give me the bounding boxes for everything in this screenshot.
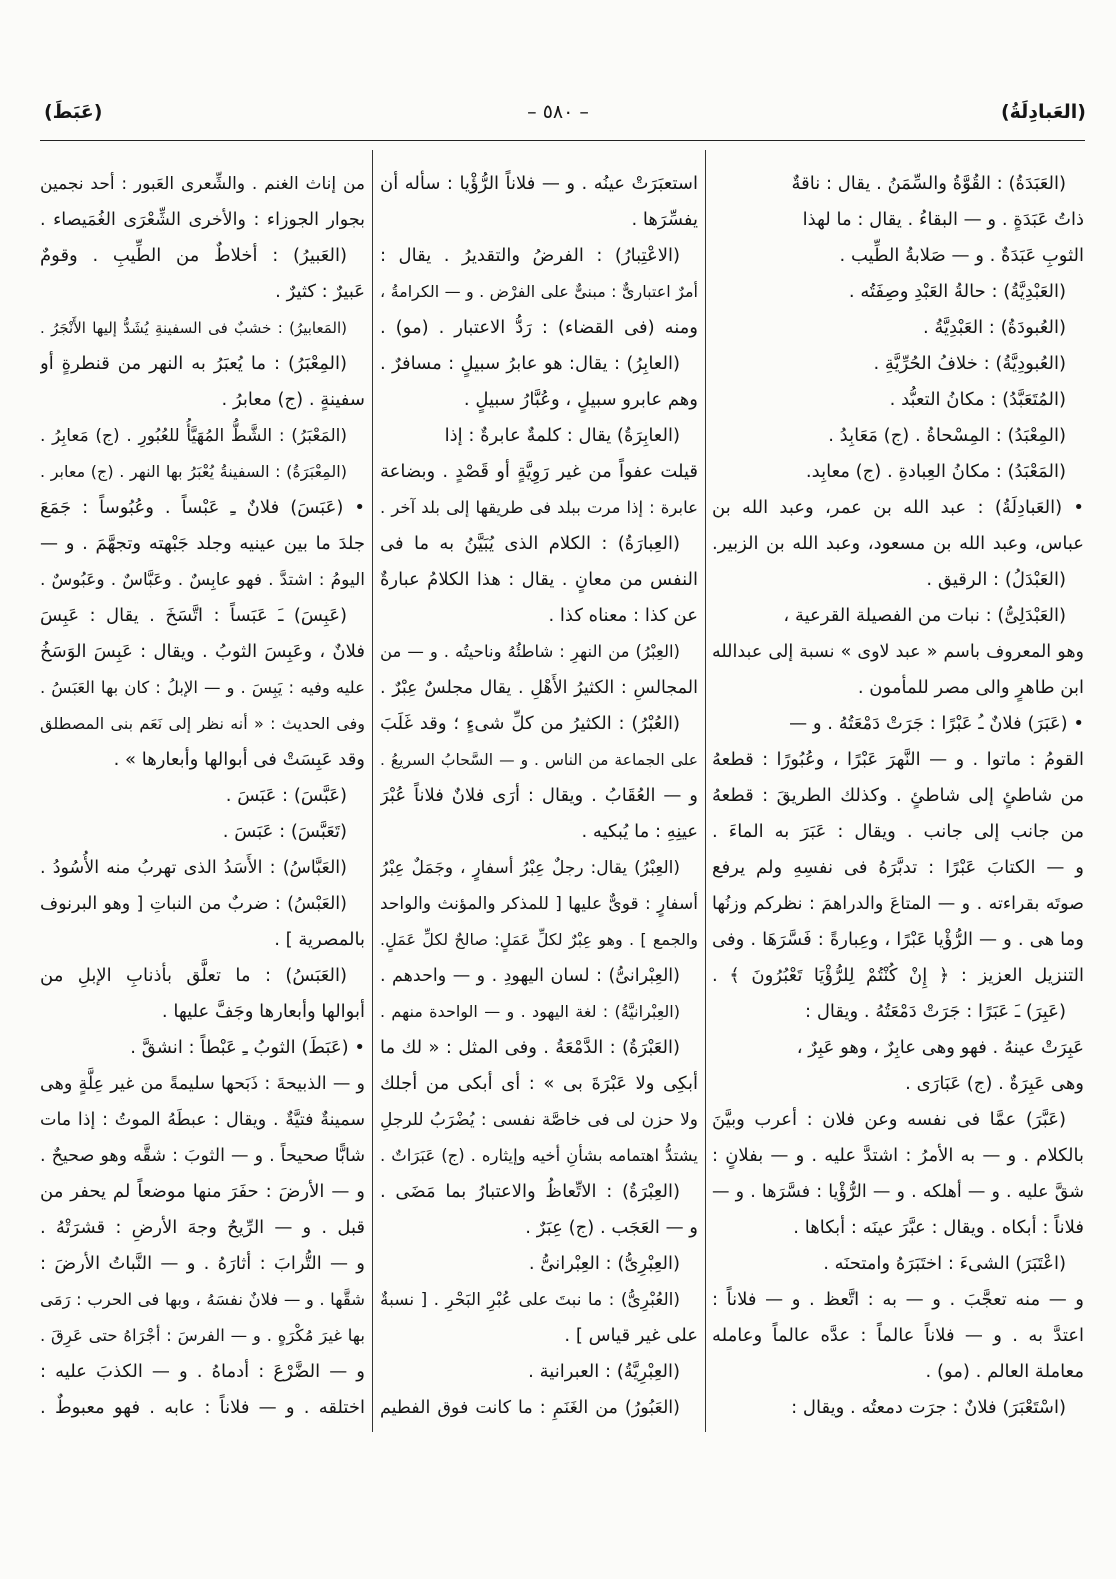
line-text: اعتدَّ به . و — فلاناً عالماً : عدَّه عالماً وعامله	[712, 1325, 1084, 1346]
line-text: شقَّ عليه . و — أهلكه . و — الرُّؤْيا : فسَّرَها . و —	[712, 1182, 1084, 1202]
dictionary-line	[380, 706, 698, 742]
dictionary-line	[40, 1210, 365, 1246]
dictionary-line	[40, 1246, 365, 1282]
dictionary-line	[712, 1318, 1084, 1354]
running-head-last-entry: (عَبَطَ)	[44, 101, 103, 123]
line-text: وفى الحديث : « أنه نظر إلى نَعَم بنى المصطلق	[40, 714, 365, 733]
line-text: شابًّا صحيحاً . و — الثوبَ : شقَّه وهو صحيحٌ .	[40, 1146, 365, 1166]
column-left	[40, 166, 365, 1426]
dictionary-line	[380, 922, 698, 958]
line-text: و — منه تعجَّبَ . و — به : اتَّعظ . و — فلاناً :	[712, 1289, 1084, 1310]
dictionary-line	[380, 1354, 698, 1390]
running-head-first-entry: (العَبادِلَةُ)	[1000, 101, 1086, 123]
line-text: وقد عَبِسَتْ فى أبوالها وأبعارها » .	[113, 749, 365, 770]
line-text: (العُبودَةُ) : العَبْدِيَّةُ .	[922, 317, 1066, 338]
line-text: جلدَ ما بين عينيه وجلد جَبْهته وتجهَّمَ . و —	[40, 533, 365, 554]
dictionary-line	[40, 202, 365, 238]
line-text: (المِعْبَرُ) : ما يُعبَرُ به النهر من قنطرةٍ أو	[40, 353, 347, 374]
line-text: التنزيل العزيز : ﴿ إِنْ كُنْتُمْ لِلرُّؤْيَا تَعْبُرُونَ ﴾ .	[712, 965, 1084, 986]
dictionary-line	[380, 994, 698, 1030]
dictionary-line	[712, 814, 1084, 850]
line-text: (العَبُورُ) من الغَنَمِ : ما كانت فوق الفطيم	[380, 1398, 680, 1418]
dictionary-line	[712, 526, 1084, 562]
line-text: فلاناً : أبكاه . ويقال : عبَّرَ عينَه : أبكاها .	[793, 1217, 1084, 1238]
dictionary-line	[380, 670, 698, 706]
line-text: أمرٌ اعتبارىٌّ : مبنىٌّ على الفرْض . و — الكرامةُ ،	[380, 282, 698, 301]
line-text: عباس، وعبد الله بن مسعود، وعبد الله بن الزبير.	[712, 533, 1084, 554]
line-text: بجوار الجوزاء : والأخرى الشِّعْرَى الغُمَيصاء .	[40, 210, 365, 230]
line-text: (المُتَعَبَّدُ) : مكانُ التعبُّد .	[889, 389, 1066, 410]
dictionary-line	[380, 382, 698, 418]
dictionary-line	[40, 562, 365, 598]
line-text: النفس من معانٍ . يقال : هذا الكلامُ عبارةٌ	[380, 569, 698, 590]
dictionary-line	[40, 526, 365, 562]
dictionary-line	[40, 1138, 365, 1174]
line-text: والجمع ] . وهو عِبْرٌ لكلِّ عَمَلٍ: صالحٌ لكلِّ عَمَلٍ.	[380, 930, 698, 949]
dictionary-line	[712, 1246, 1084, 1282]
dictionary-line	[380, 454, 698, 490]
line-text: يشتدُّ اهتمامه بشأنِ أخيه وإيثاره . (ج) عَبَرَاتٌ .	[380, 1146, 698, 1165]
line-text: عينِهِ : ما يُبكيه .	[581, 821, 698, 842]
dictionary-line	[712, 202, 1084, 238]
line-text: (العُبودِيَّةُ) : خلافُ الحُرِّيَّةِ .	[873, 353, 1066, 374]
line-text: (اعْتَبَرَ) الشىءَ : اختَبَرَهُ وامتحنَه .	[823, 1253, 1066, 1274]
line-text: و — التُّرابَ : أثارَهُ . و — النَّباتُ الأرضَ :	[40, 1253, 365, 1274]
line-text: (العَبَدَةُ) : القُوَّةُ والسِّمَنُ . يقال : ناقةٌ	[791, 173, 1066, 194]
dictionary-line	[40, 922, 365, 958]
line-text: (العابِرُ) : يقال: هو عابرُ سبيلٍ : مسافرٌ .	[380, 353, 680, 374]
line-text: عن كذا : معناه كذا .	[548, 605, 698, 626]
dictionary-line	[40, 670, 365, 706]
dictionary-line	[712, 382, 1084, 418]
line-text: (عَبَّرَ) عمَّا فى نفسه وعن فلان : أعرب وبيَّنَ	[712, 1109, 1066, 1130]
dictionary-line	[712, 418, 1084, 454]
dictionary-line	[40, 454, 365, 490]
dictionary-line	[712, 1354, 1084, 1390]
dictionary-line	[380, 238, 698, 274]
dictionary-line	[712, 274, 1084, 310]
line-text: (العابِرَةُ) يقال : كلمةٌ عابرةٌ : إذا	[444, 425, 680, 446]
dictionary-line	[40, 382, 365, 418]
line-text: و — الأرضَ : حفَرَ منها موضعاً لم يحفر من	[40, 1181, 365, 1202]
dictionary-line	[40, 994, 365, 1030]
dictionary-line	[40, 958, 365, 994]
dictionary-line	[40, 742, 365, 778]
dictionary-line	[712, 562, 1084, 598]
dictionary-line	[40, 778, 365, 814]
line-text: عَبيرٌ : كثيرٌ .	[275, 281, 365, 302]
dictionary-line	[380, 1066, 698, 1102]
line-text: الثوبِ عَبَدَةٌ . و — صَلابةُ الطِّيب .	[839, 245, 1084, 266]
line-text: المجالسِ : الكثيرُ الأَهْلِ . يقال مجلسٌ عِبْرٌ .	[380, 678, 698, 698]
dictionary-line	[380, 778, 698, 814]
dictionary-line	[712, 166, 1084, 202]
dictionary-line	[380, 418, 698, 454]
line-text: (العَبْدَلِىُّ) : نبات من الفصيلة القرعية ،	[783, 605, 1066, 626]
dictionary-line	[40, 1354, 365, 1390]
line-text: (العِبْرانىُّ) : لسان اليهودِ . و — واحدهم .	[380, 966, 680, 986]
dictionary-line	[380, 1102, 698, 1138]
line-text: اليومُ : اشتدَّ . فهو عابِسٌ . وعَبَّاسٌ . وعَبُوسٌ .	[40, 570, 365, 590]
column-middle	[380, 166, 698, 1426]
line-text: شقَّها . و — فلانٌ نفسَهُ ، وبها فى الحرب : رَمَى	[40, 1290, 365, 1309]
line-text: على غير قياس ] .	[564, 1325, 698, 1346]
line-text: • (عَبَرَ) فلانٌ ـُ عَبْرًا : جَرَتْ دَمْعَتُهُ . و —	[789, 713, 1084, 734]
line-text: من جانب إلى جانب . ويقال : عَبَرَ به الماءَ .	[712, 821, 1084, 842]
line-text: ولا حزن لى فى خاصَّة نفسى : يُضْرَبُ للرجلِ	[380, 1110, 698, 1130]
line-text: • (عَبَسَ) فلانٌ ـِ عَبْساً . وعُبُوساً : جَمَعَ	[40, 497, 365, 518]
line-text: • (عَبَطَ) الثوبُ ـِ عَبْطاً : انشقَّ .	[130, 1037, 365, 1058]
dictionary-line	[380, 958, 698, 994]
dictionary-line	[712, 886, 1084, 922]
dictionary-line	[40, 166, 365, 202]
dictionary-line	[40, 814, 365, 850]
column-divider	[705, 150, 706, 1432]
dictionary-line	[380, 1246, 698, 1282]
column-divider	[372, 150, 373, 1432]
column-right	[712, 166, 1084, 1426]
line-text: (العِبْرانيَّةُ) : لغة اليهود . و — الواحدة منهم .	[380, 1002, 680, 1021]
line-text: معاملة العالم . (مو) .	[925, 1361, 1084, 1382]
line-text: (العَبَسُ) : ما تعلَّق بأذنابِ الإبلِ من	[40, 965, 347, 986]
line-text: قيلت عفواً من غير رَوِيَّةٍ أو قَصْدٍ . وبضاعة	[380, 461, 698, 482]
dictionary-line	[712, 238, 1084, 274]
line-text: ومنه (فى القضاء) : رَدُّ الاعتبار . (مو) .	[380, 317, 698, 338]
dictionary-line	[380, 346, 698, 382]
dictionary-line	[40, 886, 365, 922]
dictionary-line	[40, 1282, 365, 1318]
line-text: وما هى . و — الرُّؤْيا عَبْرًا ، وعِبارةً : فَسَّرَهَا . وفى	[712, 929, 1084, 950]
dictionary-line	[712, 1210, 1084, 1246]
line-text: سفينةٍ . (ج) معابرُ .	[221, 389, 365, 410]
dictionary-line	[40, 634, 365, 670]
line-text: (العِبْرُ) من النهرِ : شاطئُهُ وناحيتُه . و — من	[380, 642, 680, 661]
dictionary-line	[40, 1030, 365, 1066]
dictionary-line	[380, 166, 698, 202]
dictionary-line	[380, 742, 698, 778]
dictionary-line	[712, 994, 1084, 1030]
line-text: (اسْتَعْبَرَ) فلانٌ : جرَت دمعتُه . ويقال :	[791, 1397, 1066, 1418]
line-text: استعبَرَتْ عينُه . و — فلاناً الرُّؤْيا : سأله أن	[380, 173, 698, 194]
line-text: (المَعْبَرُ) : الشَّطُّ المُهَيَّأُ للعُبُورِ . (ج) مَعابِرُ .	[40, 426, 347, 446]
line-text: القومُ : ماتوا . و — النَّهرَ عَبْرًا ، وعُبُورًا : قطعهُ	[712, 749, 1084, 770]
line-text: وهم عابرو سبيلٍ ، وعُبَّارُ سبيلٍ .	[463, 389, 698, 410]
dictionary-line	[712, 490, 1084, 526]
dictionary-line	[40, 850, 365, 886]
line-text: (عَبِرَ) ـَ عَبَرًا : جَرَتْ دَمْعَتُهُ . ويقال :	[805, 1001, 1066, 1022]
line-text: و — العَجَب . (ج) عِبَرٌ .	[525, 1217, 698, 1238]
dictionary-line	[712, 310, 1084, 346]
dictionary-line	[380, 1318, 698, 1354]
dictionary-line	[40, 1390, 365, 1426]
line-text: على الجماعة من الناس . و — السَّحابُ السريعُ .	[380, 751, 698, 769]
page-number: – ٥٨٠ –	[527, 101, 589, 123]
dictionary-line	[40, 1174, 365, 1210]
line-text: و — الكتابَ عَبْرًا : تدبَّرَهُ فى نفسِهِ ولم يرفع	[712, 857, 1084, 878]
line-text: (المَعابيرُ) : خشبٌ فى السفينةِ يُشَدُّ إليها الأَنْجَرُ .	[40, 319, 347, 337]
line-text: و — الذبيحةَ : ذَبَحها سليمةً من غير عِلَّةٍ وهى	[40, 1074, 365, 1094]
dictionary-line	[40, 1102, 365, 1138]
dictionary-line	[380, 850, 698, 886]
line-text: و — الضَّرْعَ : أدماهُ . و — الكذبَ عليه :	[40, 1361, 365, 1382]
line-text: (العَبْدِيَّةُ) : حالةُ العَبْدِ وصِفَتُه .	[848, 281, 1066, 302]
dictionary-line	[712, 1138, 1084, 1174]
dictionary-line	[380, 562, 698, 598]
line-text: وهى عَبِرَةٌ . (ج) عَبَارَى .	[905, 1073, 1084, 1094]
line-text: (العِبْرُ) يقال: رجلٌ عِبْرُ أسفارٍ ، وجَمَلٌ عِبْرُ	[380, 858, 680, 878]
dictionary-line	[712, 742, 1084, 778]
line-text: (المِعْبَرَةُ) : السفينةُ يُعْبَرُ بها النهر . (ج) معابر .	[40, 462, 347, 481]
line-text: (العَبْدَلُ) : الرقيق .	[926, 569, 1066, 590]
dictionary-line	[712, 922, 1084, 958]
dictionary-line	[712, 850, 1084, 886]
dictionary-line	[380, 1210, 698, 1246]
line-text: و — العُقَابُ . ويقال : أرَى فلانٌ فلاناً عُبْرَ	[380, 785, 698, 806]
line-text: بالكلام . و — به الأمرُ : اشتدَّ عليه . و — بفلانٍ :	[712, 1145, 1084, 1166]
dictionary-line	[712, 454, 1084, 490]
line-text: ذاتُ عَبَدَةٍ . و — البقاءُ . يقال : ما لهذا	[802, 209, 1084, 230]
dictionary-line	[40, 274, 365, 310]
dictionary-line	[40, 310, 365, 346]
dictionary-line	[380, 490, 698, 526]
line-text: (المِعْبَدُ) : المِسْحاةُ . (ج) مَعَابِدُ .	[828, 425, 1066, 446]
dictionary-line	[40, 238, 365, 274]
dictionary-line	[40, 706, 365, 742]
line-text: (الاعْتِبارُ) : الفرضُ والتقديرُ . يقال :	[380, 245, 680, 266]
dictionary-line	[40, 418, 365, 454]
dictionary-line	[712, 706, 1084, 742]
line-text: (العِبْرَةُ) : الاتِّعاظُ والاعتبارُ بما مَضَى .	[380, 1181, 680, 1202]
line-text: (العُبْرِىُّ) : ما نبتَ على عُبْرِ البَحْرِ . [ نسبةٌ	[380, 1290, 680, 1310]
dictionary-line	[712, 1282, 1084, 1318]
dictionary-line	[380, 814, 698, 850]
line-text: صوتَه بقراءته . و — المتاعَ والدراهمَ : نظركم وزنُها	[712, 894, 1084, 914]
line-text: عابرة : إذا مرت ببلد فى طريقها إلى بلد آخر .	[380, 498, 698, 517]
dictionary-line	[380, 202, 698, 238]
line-text: (عَبَّسَ) : عَبَسَ .	[225, 785, 347, 806]
dictionary-line	[712, 958, 1084, 994]
line-text: (العِبارَةُ) : الكلام الذى يُبَيَّنُ به ما فى	[380, 533, 680, 554]
dictionary-line	[712, 598, 1084, 634]
dictionary-line	[712, 778, 1084, 814]
line-text: (العَبَّاسُ) : الأَسَدُ الذى تهربُ منه الأُسُودُ .	[40, 858, 347, 878]
line-text: وهو المعروف باسم « عبد لاوى » نسبة إلى عبدالله	[712, 642, 1084, 662]
line-text: (العَبْسُ) : ضربٌ من النباتِ [ وهو البرنوف	[40, 894, 347, 914]
dictionary-line	[40, 1066, 365, 1102]
dictionary-line	[380, 634, 698, 670]
line-text: عَبِرَتْ عينهُ . فهو وهى عابِرٌ ، وهو عَبِرٌ ،	[796, 1037, 1084, 1058]
line-text: • (العَبادِلَةُ) : عبد الله بن عمر، وعبد الله بن	[712, 497, 1084, 518]
dictionary-line	[380, 526, 698, 562]
dictionary-line	[40, 1318, 365, 1354]
dictionary-line	[380, 1390, 698, 1426]
line-text: أبكِى ولا عَبْرَةَ بى » : أى أبكى من أجلك	[380, 1073, 698, 1094]
dictionary-line	[712, 1066, 1084, 1102]
line-text: ابن طاهرٍ والى مصر للمأمون .	[857, 677, 1084, 698]
dictionary-line	[712, 670, 1084, 706]
line-text: سمينةٌ فتيَّةٌ . ويقال : عبطَهُ الموتُ : إذا مات	[40, 1110, 365, 1130]
line-text: يفسِّرَها .	[631, 209, 698, 230]
dictionary-line	[40, 598, 365, 634]
line-text: من إناث الغنم . والشِّعرى العَبور : أحد نجمين	[40, 174, 365, 194]
dictionary-line	[712, 1390, 1084, 1426]
line-text: قبل . و — الرِّيحُ وجهَ الأرضِ : قشرَتْهُ .	[40, 1217, 365, 1238]
line-text: (تَعَبَّسَ) : عَبَسَ .	[222, 821, 347, 842]
line-text: عليه وفيه : يَبِسَ . و — الإبلُ : كان بها العَبَسُ .	[40, 678, 365, 697]
dictionary-line	[712, 346, 1084, 382]
line-text: (العِبْرِيَّةُ) : العبرانية .	[528, 1361, 680, 1382]
dictionary-line	[380, 1174, 698, 1210]
dictionary-line	[380, 1282, 698, 1318]
dictionary-line	[712, 1102, 1084, 1138]
dictionary-line	[380, 310, 698, 346]
line-text: (العِبْرِىُّ) : العِبْرانىُّ .	[528, 1253, 680, 1274]
line-text: (المَعْبَدُ) : مكانُ العِبادةِ . (ج) معابِد.	[805, 461, 1066, 482]
line-text: بها غيرَ مُكْرَهٍ . و — الفرسَ : أجْرَاهُ حتى عَرِقَ .	[40, 1326, 365, 1345]
line-text: (العَبْرَةُ) : الدَّمْعَةُ . وفى المثل : « لك ما	[380, 1037, 680, 1058]
line-text: اختلقه . و — فلاناً : عابه . فهو معبوطٌ .	[40, 1397, 365, 1418]
line-text: (العَبيرُ) : أخلاطٌ من الطِّيبِ . وقومٌ	[40, 245, 347, 266]
line-text: بالمصرية ] .	[274, 929, 365, 950]
dictionary-line	[40, 490, 365, 526]
dictionary-line	[712, 1030, 1084, 1066]
dictionary-line	[380, 886, 698, 922]
dictionary-line	[712, 1174, 1084, 1210]
line-text: من شاطئٍ إلى شاطئٍ . وكذلك الطريقَ : قطعهُ	[712, 785, 1084, 806]
dictionary-line	[380, 274, 698, 310]
dictionary-line	[40, 346, 365, 382]
dictionary-line	[380, 1138, 698, 1174]
dictionary-line	[380, 1030, 698, 1066]
line-text: أبوالها وأبعارها وجَفَّ عليها .	[161, 1001, 365, 1022]
dictionary-line	[380, 598, 698, 634]
line-text: أسفارٍ : قوىٌّ عليها [ للمذكر والمؤنث والواحد	[380, 894, 698, 914]
line-text: (عَبِسَ) ـَ عَبَساً : اتَّسَخَ . يقال : عَبِسَ	[40, 605, 347, 626]
dictionary-line	[712, 634, 1084, 670]
line-text: فلانٌ ، وعَبِسَ الثوبُ . ويقال : عَبِسَ الوَسَخُ	[40, 641, 365, 662]
line-text: (العُبْرُ) : الكثيرُ من كلِّ شىءٍ ؛ وقد غَلَبَ	[380, 713, 680, 734]
header-rule	[40, 140, 1085, 141]
